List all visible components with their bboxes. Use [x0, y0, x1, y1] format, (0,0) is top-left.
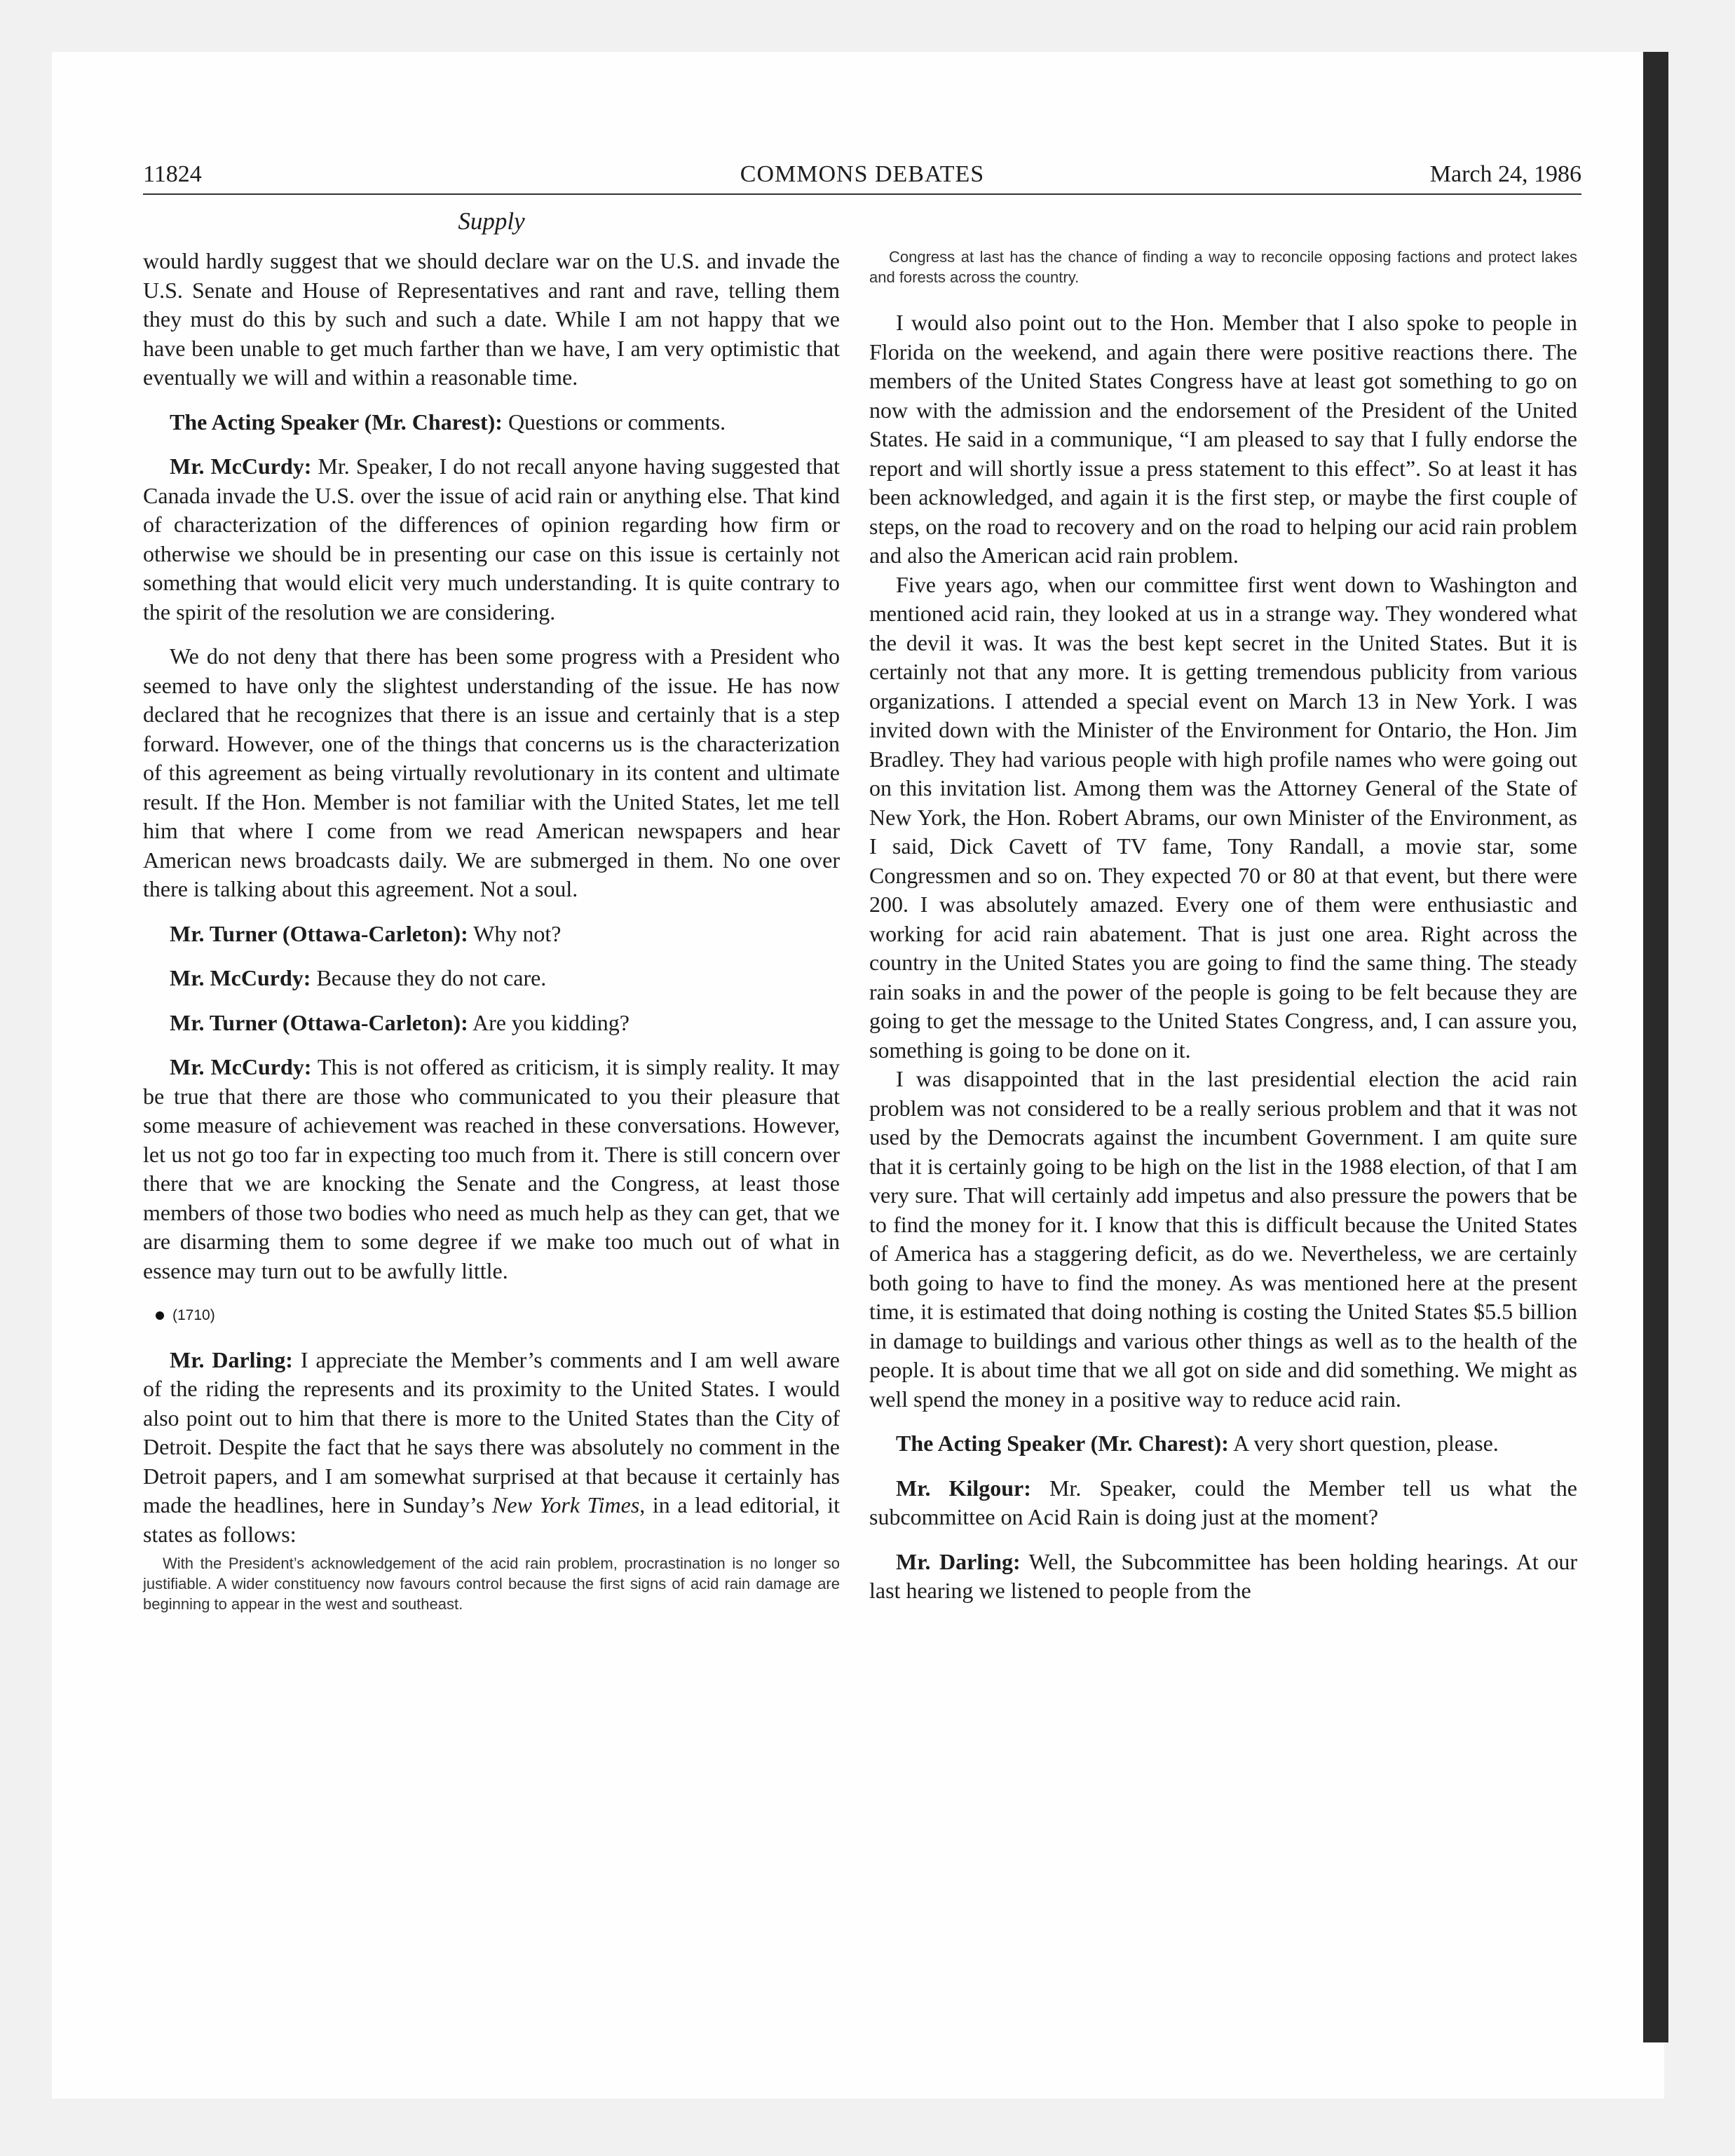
paragraph	[143, 452, 840, 627]
block-quote: Congress at last has the chance of finding a way to reconcile opposing factions and protect lakes and forests across the country.	[869, 248, 1577, 286]
speech-text: A very short question, please.	[1228, 1431, 1499, 1456]
publication-name: New York Times	[492, 1492, 640, 1517]
scan-edge-shadow	[1643, 52, 1668, 2042]
section-heading: Supply	[458, 207, 525, 235]
speech-text: Because they do not care.	[311, 965, 547, 990]
speaker-name: Mr. Turner (Ottawa-Carleton):	[170, 920, 468, 946]
speaker-name: Mr. Darling:	[896, 1548, 1021, 1574]
time-marker	[156, 1301, 840, 1330]
speaker-name: The Acting Speaker (Mr. Charest):	[896, 1431, 1229, 1456]
publication-title: COMMONS DEBATES	[740, 161, 985, 187]
speech-text: Why not?	[468, 920, 562, 946]
time-stamp: (1710)	[172, 1307, 215, 1323]
paragraph: We do not deny that there has been some progress with a President who seemed to have only the slightest understanding of the issue. He has now declared that he recognizes that there is an issue and certainly that is a step forward. However, one of the things that concerns us is the characterization of this agreement as being virtually revolutionary in its content and ultimate result. If the Hon. Member is not familiar with the United States, let me tell him that where I come from we read American newspapers and hear American news broadcasts daily. We are submerged in them. No one over there is talking about this agreement. Not a soul.	[143, 643, 840, 901]
paragraph	[143, 408, 840, 437]
right-column	[869, 247, 1577, 1621]
speaker-name: Mr. Darling:	[170, 1346, 293, 1372]
speech-text: I appreciate the Member’s comments and I am well aware of the riding the represents and its proximity to the United States. I would also point out to him that there is more to the United States than the City of Detroit. Despite the fact that he says there was absolutely no comment in the Detroit papers, and I am somewhat surprised at that because it certainly has made the headlines, here in Sunday’s	[143, 1346, 841, 1517]
paragraph	[869, 1548, 1577, 1606]
paragraph	[143, 1053, 840, 1285]
page-header	[143, 158, 1581, 195]
speech-text: , in a lead editorial, it states as follows:	[143, 1492, 841, 1547]
left-column	[143, 247, 840, 1628]
page-date: March 24, 1986	[1429, 161, 1581, 187]
speaker-name: Mr. McCurdy:	[170, 965, 311, 990]
paragraph: Five years ago, when our committee first went down to Washington and mentioned acid rain, they looked at us in a strange way. They wondered what the devil it was. It was the best kept secret in the United States. But it is certainly not that any more. It is getting tremendous publicity from various organizations. I attended a special event on March 13 in New York. I was invited down with the Minister of the Environment for Ontario, the Hon. Jim Bradley. They had various people with high profile names who were going out on this invitation list. Among them was the Attorney General of the State of New York, the Hon. Robert Abrams, our own Minister of the Environment, as I said, Dick Cavett of TV fame, Tony Randall, a movie star, some Congressmen and so on. They expected 70 or 80 at that event, but there were 200. I was absolutely amazed. Every one of them were enthusiastic and working for acid rain abatement. That is just one area. Right across the country in the United States you are going to find the same thing. The steady rain soaks in and the power of the people is going to be felt because they are going to get the message to the United States Congress, and, I can assure you, something is going to be done on it.	[869, 571, 1577, 1063]
block-quote: With the President’s acknowledgement of the acid rain problem, procrastination is no longer so justifiable. A wider constituency now favours control because the first signs of acid rain damage are beginning to appear in the west and southeast.	[143, 1555, 840, 1613]
paragraph: I was disappointed that in the last presidential election the acid rain problem was not considered to be a really serious problem and that it was not used by the Democrats against the incumbent Government. I am quite sure that it is certainly going to be high on the list in the 1988 election, of that I am very sure. That will certainly add impetus and also pressure the powers that be to find the money for it. I know that this is difficult because the United States of America has a staggering deficit, as do we. Nevertheless, we are certainly both going to have to find the money. As was mentioned here at the present time, it is estimated that doing nothing is costing the United States $5.5 billion in damage to buildings and various other things as well as to the health of the people. It is about time that we all got on side and did something. We might as well spend the money in a positive way to reduce acid rain.	[869, 1066, 1577, 1412]
paragraph	[143, 1346, 840, 1550]
paragraph: would hardly suggest that we should declare war on the U.S. and invade the U.S. Senate and House of Representatives and rant and rave, telling them they must do this by such and such a date. While I am not happy that we have been unable to get much farther than we have, I am very optimistic that eventually we will and within a reasonable time.	[143, 248, 840, 390]
paragraph	[869, 1474, 1577, 1532]
speaker-name: Mr. Turner (Ottawa-Carleton):	[170, 1009, 468, 1035]
speaker-name: Mr. McCurdy:	[170, 453, 312, 479]
speaker-name: Mr. Kilgour:	[896, 1475, 1031, 1501]
paragraph	[143, 920, 840, 949]
paragraph	[869, 1429, 1577, 1459]
bullet-icon	[156, 1311, 164, 1320]
speech-text: Mr. Speaker, I do not recall anyone having suggested that Canada invade the U.S. over the issue of acid rain or anything else. That kind of characterization of the differences of opinion regarding how firm or otherwise we should be in presenting our case on this issue is certainly not something that would elicit very much understanding. It is quite contrary to the spirit of the resolution we are considering.	[143, 453, 841, 625]
paragraph	[143, 964, 840, 993]
paragraph	[143, 1009, 840, 1038]
speech-text: Questions or comments.	[502, 409, 726, 435]
speaker-name: The Acting Speaker (Mr. Charest):	[170, 409, 503, 435]
speech-text: This is not offered as criticism, it is simply reality. It may be true that there are those who communicated to you their pleasure that some measure of achievement was reached in these conversations. However, let us not go too far in expecting too much from it. There is still concern over there that we are knocking the Senate and the Congress, at least those members of those two bodies who need as much help as they can get, that we are disarming them to some degree if we make too much out of what in essence may turn out to be awfully little.	[143, 1054, 841, 1283]
speech-text: Are you kidding?	[468, 1009, 630, 1035]
page-number: 11824	[143, 161, 202, 187]
speech-text: Mr. Speaker, could the Member tell us what the subcommittee on Acid Rain is doing just at the moment?	[869, 1475, 1578, 1529]
speech-text: Well, the Subcommittee has been holding hearings. At our last hearing we listened to people from the	[869, 1548, 1578, 1603]
paragraph: I would also point out to the Hon. Member that I also spoke to people in Florida on the weekend, and again there were positive reactions there. The members of the United States Congress have at least got something to go on now with the admission and the endorsement of the President of the United States. He said in a communique, “I am pleased to say that I fully endorse the report and will shortly issue a press statement to this effect”. So at least it has been acknowledged, and again it is the first step, or maybe the first couple of steps, on the road to recovery and on the road to helping our acid rain problem and also the American acid rain problem.	[869, 310, 1577, 568]
speaker-name: Mr. McCurdy:	[170, 1054, 312, 1079]
